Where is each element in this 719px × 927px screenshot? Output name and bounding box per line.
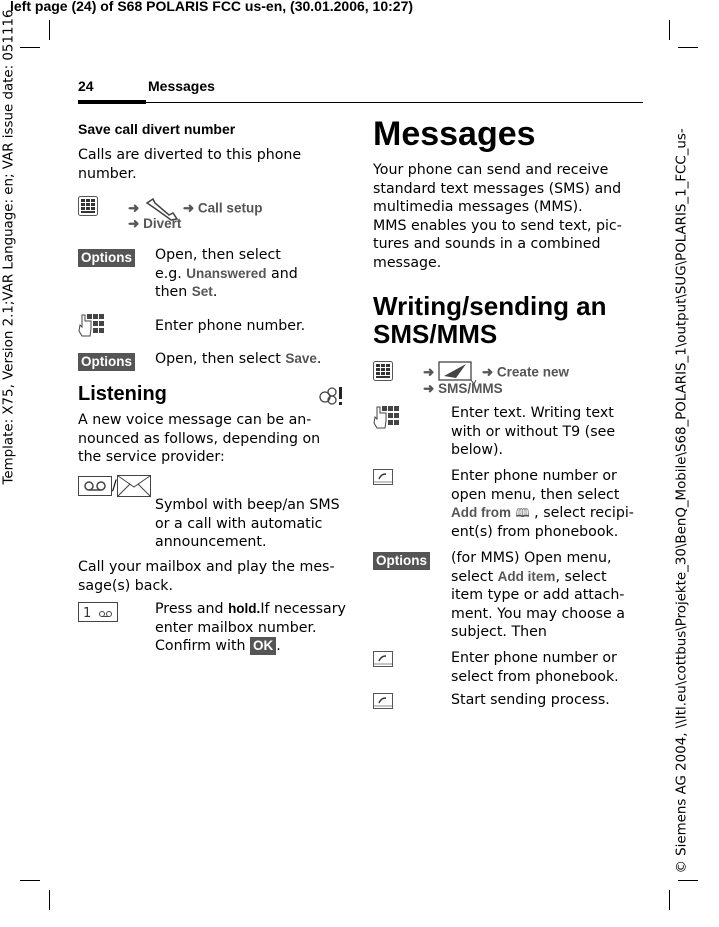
sms-envelope-icon — [117, 475, 151, 497]
text-line: Open, then select — [155, 247, 281, 263]
step-select-unanswered — [155, 246, 298, 302]
voicemail-symbols — [78, 475, 151, 497]
arrow-icon: ➜ — [182, 200, 195, 216]
save-divert-intro — [78, 146, 301, 183]
text-line: number. — [78, 165, 137, 182]
step-select-save: Open, then select Save. — [155, 351, 322, 367]
text-line: ent(s) from phonebook. — [451, 523, 619, 540]
heading-line: SMS/MMS — [373, 319, 498, 349]
text-line: Enter phone number or — [451, 468, 617, 484]
text-line: subject. Then — [451, 624, 547, 641]
left-softkey-icon — [373, 693, 393, 709]
text-line: MMS enables you to send text, pic- — [373, 217, 622, 234]
menu-path-line2 — [128, 216, 181, 232]
text-line: nounced as follows, depending on — [78, 430, 321, 447]
press-hold-instructions — [155, 600, 346, 656]
heading-line: Writing/sending an — [373, 291, 607, 321]
left-softkey-icon — [373, 651, 393, 667]
crop-mark — [669, 20, 670, 40]
crop-mark — [678, 47, 698, 48]
arrow-icon: ➜ — [481, 364, 494, 380]
arrow-icon: ➜ — [128, 200, 140, 216]
text-line: multimedia messages (MMS). — [373, 199, 583, 216]
text-line: message. — [373, 254, 442, 271]
text-line: enter mailbox number. — [155, 619, 317, 636]
text-line: Enter text. Writing text — [451, 405, 614, 421]
voicemail-icon — [78, 476, 112, 496]
crop-mark — [20, 880, 40, 881]
text-line: select Add item, select — [451, 568, 607, 585]
menu-item-sms-mms: SMS/MMS — [438, 381, 503, 396]
menu-key-icon — [78, 196, 98, 216]
keyword-unanswered: Unanswered — [186, 265, 267, 281]
text-line: standard text messages (SMS) and — [373, 180, 622, 197]
messages-title: Messages — [373, 115, 536, 153]
symbol-description — [155, 496, 340, 552]
text-line: Add from 🕮 , select recipi- — [451, 505, 634, 522]
options-softkey: Options — [373, 552, 430, 570]
arrow-icon: ➜ — [128, 216, 140, 231]
section-title: Messages — [148, 78, 215, 94]
copyright-text: © Siemens AG 2004, \\Itl.eu\cottbus\Projekte_30\BenQ_Mobile\S68_POLARIS_1\output\SUG\POLARIS_1_FCC_us- — [674, 128, 690, 874]
menu-item-divert: Divert — [143, 216, 182, 231]
text-line: Calls are diverted to this phone — [78, 147, 302, 163]
crop-mark — [669, 890, 670, 910]
step-enter-recipient — [451, 467, 634, 541]
text-line: Enter phone number or — [451, 650, 617, 666]
svg-text:1: 1 — [83, 606, 92, 621]
text-line: the service provider: — [78, 449, 225, 466]
menu-item-create-new: Create new — [496, 364, 569, 380]
menu-item-call-setup: Call setup — [197, 200, 263, 216]
text-line: with or without T9 (see — [451, 423, 616, 440]
step-enter-number — [451, 649, 619, 686]
step-enter-phone-number: Enter phone number. — [155, 318, 306, 334]
text-line: Call your mailbox and play the mes- — [78, 559, 335, 575]
listening-intro — [78, 411, 320, 467]
text-line: Your phone can send and receive — [373, 162, 609, 178]
writing-sending-heading — [373, 292, 607, 348]
text-line: item type or add attach- — [451, 587, 625, 604]
messages-intro — [373, 161, 622, 273]
text-line: open menu, then select — [451, 486, 620, 503]
keyword-hold: hold. — [228, 601, 261, 616]
keyword-set: Set — [191, 284, 213, 300]
step-mms-options — [451, 549, 625, 642]
text-line: Confirm with OK . — [155, 638, 281, 655]
options-softkey: Options — [78, 353, 135, 371]
step-start-sending: Start sending process. — [451, 692, 610, 708]
text-line: A new voice message can be an- — [78, 412, 312, 428]
save-divert-title: Save call divert number — [78, 121, 236, 137]
keyword-add-item: Add item — [497, 568, 556, 584]
left-margin-template-info — [0, 0, 20, 927]
text-line: Press and hold.If necessary — [155, 601, 346, 617]
crop-mark — [678, 880, 698, 881]
menu-path-line2 — [423, 381, 503, 397]
text-line: or a call with automatic — [155, 515, 323, 532]
template-text: Template: X75, Version 2.1;VAR Language: en; VAR issue date: 051116 — [1, 9, 17, 485]
menu-key-icon — [373, 361, 393, 381]
arrow-icon: ➜ — [423, 381, 435, 396]
keyword-add-from: Add from — [451, 505, 511, 521]
text-line: announcement. — [155, 534, 267, 551]
listening-heading: Listening — [78, 383, 167, 405]
print-info: left page (24) of S68 POLARIS FCC us-en, (30.01.2006, 10:27) — [10, 0, 414, 14]
text-line: sage(s) back. — [78, 577, 174, 594]
keyword-save: Save — [285, 351, 317, 366]
text-line: ment. You may choose a — [451, 605, 625, 622]
text-line: below). — [451, 442, 504, 459]
text-line: e.g. Unanswered and — [155, 265, 298, 282]
keypad-hand-icon — [78, 313, 104, 337]
page-number: 24 — [78, 78, 94, 94]
left-softkey-icon — [373, 469, 393, 485]
ok-softkey: OK — [250, 637, 276, 655]
phonebook-icon: 🕮 — [515, 506, 530, 521]
provider-dependent-icon — [318, 386, 344, 406]
text-line: (for MMS) Open menu, — [451, 550, 612, 566]
key-1-mailbox-icon — [78, 602, 118, 622]
text-line: then Set. — [155, 284, 218, 301]
header-rule-accent — [78, 100, 146, 104]
arrow-icon: ➜ — [423, 364, 435, 380]
call-mailbox-text — [78, 558, 335, 595]
header-rule — [78, 102, 643, 103]
crop-mark — [49, 20, 50, 40]
text-line: select from phonebook. — [451, 668, 619, 685]
options-softkey: Options — [78, 249, 135, 267]
keypad-hand-icon — [373, 405, 399, 429]
separator: / — [112, 477, 117, 494]
step-enter-text — [451, 404, 615, 460]
text-line: tures and sounds in a combined — [373, 236, 601, 253]
crop-mark — [49, 890, 50, 910]
text-line: Symbol with beep/an SMS — [155, 497, 340, 513]
crop-mark — [20, 47, 40, 48]
